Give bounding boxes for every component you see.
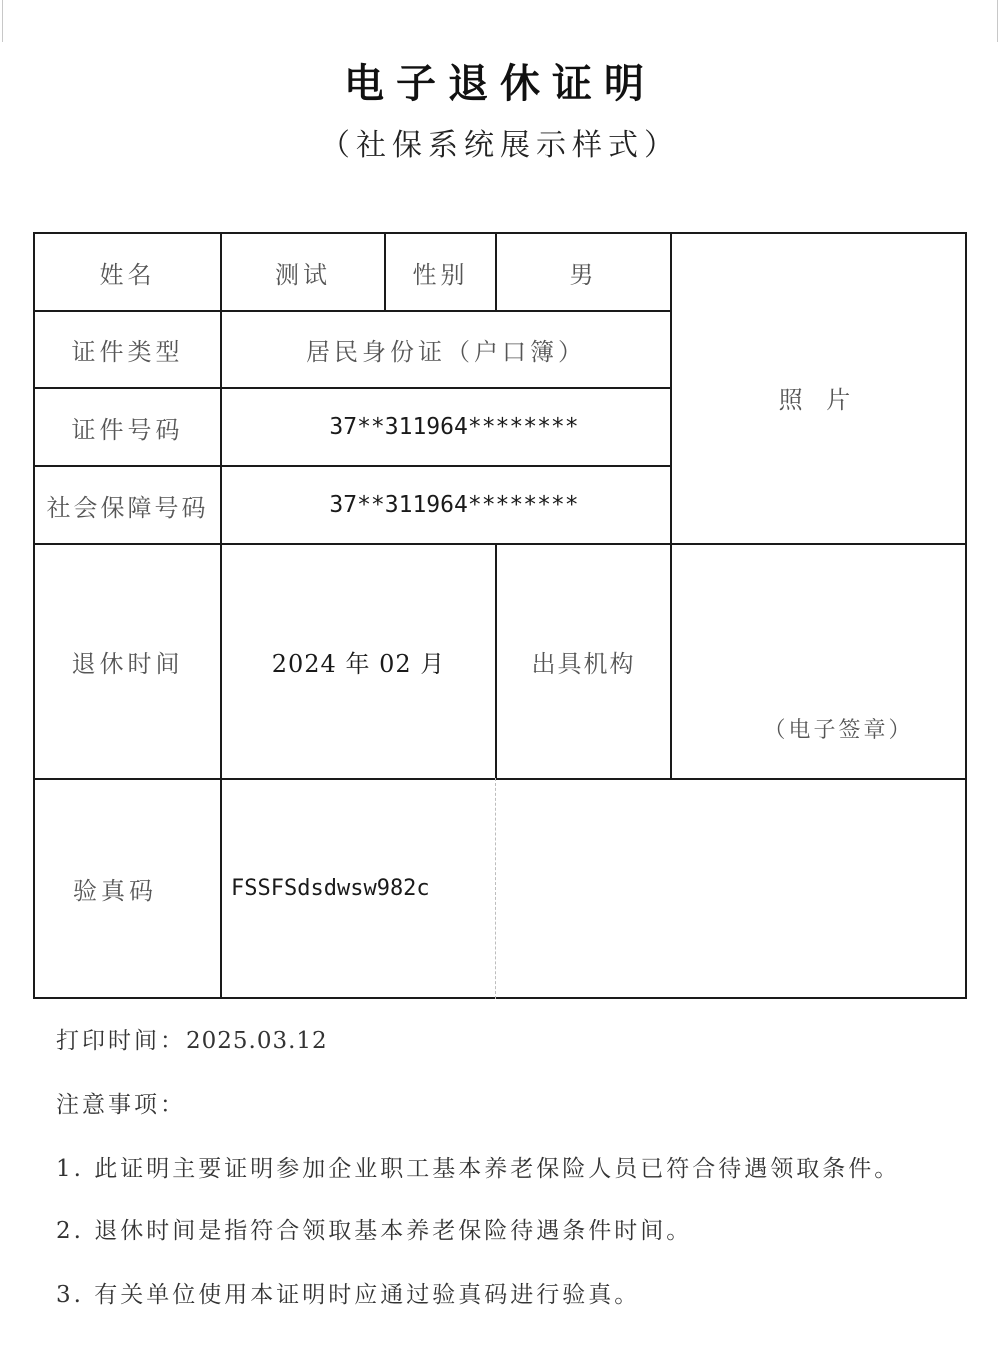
print-time-line (56, 1022, 328, 1055)
id-number-label-cell (33, 387, 222, 467)
name-label: 姓名 (99, 260, 156, 289)
gender-label-cell (384, 232, 497, 312)
issuer-label-cell (495, 543, 672, 780)
electronic-seal-label: （电子签章） (763, 718, 914, 743)
print-time-value: 2025.03.12 (186, 1028, 328, 1054)
verification-code-label: 验真码 (73, 877, 157, 905)
gender-label: 性别 (412, 260, 469, 289)
social-security-label: 社会保障号码 (46, 493, 209, 522)
name-value-cell (220, 232, 386, 312)
verification-code-label-cell (33, 778, 222, 999)
social-security-value-cell (220, 465, 672, 545)
social-security-value: 37**311964******** (329, 492, 579, 518)
id-number-label: 证件号码 (71, 415, 184, 444)
page-corner-mark-right (997, 0, 998, 42)
id-type-label-cell (33, 310, 222, 389)
notes-heading: 注意事项： (56, 1092, 186, 1118)
retirement-time-value-cell (220, 543, 497, 780)
retirement-time-label-cell (33, 543, 222, 780)
page-corner-mark-left (2, 0, 3, 42)
photo-cell (670, 232, 967, 545)
gender-value: 男 (569, 260, 598, 289)
id-type-value: 居民身份证（户口簿） (306, 338, 586, 366)
note-item-1: 1. 此证明主要证明参加企业职工基本养老保险人员已符合待遇领取条件。 (56, 1156, 901, 1182)
verification-code-value-cell (220, 778, 967, 999)
print-time-label: 打印时间： (56, 1028, 186, 1054)
issuer-seal-cell (670, 543, 967, 780)
id-type-value-cell (220, 310, 672, 389)
document-subtitle: （社保系统展示样式） (320, 128, 680, 163)
id-number-value: 37**311964******** (329, 414, 579, 440)
photo-placeholder-label: 照 片 (778, 386, 859, 414)
id-number-value-cell (220, 387, 672, 467)
dashed-cell-divider (495, 778, 496, 999)
name-value: 测试 (275, 260, 331, 289)
name-label-cell (33, 232, 222, 312)
issuer-label: 出具机构 (531, 650, 636, 678)
retirement-time-label: 退休时间 (71, 650, 184, 678)
id-type-label: 证件类型 (71, 338, 184, 366)
document-title: 电子退休证明 (344, 60, 656, 107)
social-security-label-cell (33, 465, 222, 545)
note-item-2: 2. 退休时间是指符合领取基本养老保险待遇条件时间。 (56, 1218, 693, 1244)
certificate-table (33, 232, 967, 999)
gender-value-cell (495, 232, 672, 312)
retirement-time-value: 2024 年 02 月 (271, 650, 446, 678)
note-item-3: 3. 有关单位使用本证明时应通过验真码进行验真。 (56, 1282, 641, 1308)
verification-code-value[interactable]: FSSFSdsdwsw982c (231, 876, 430, 901)
